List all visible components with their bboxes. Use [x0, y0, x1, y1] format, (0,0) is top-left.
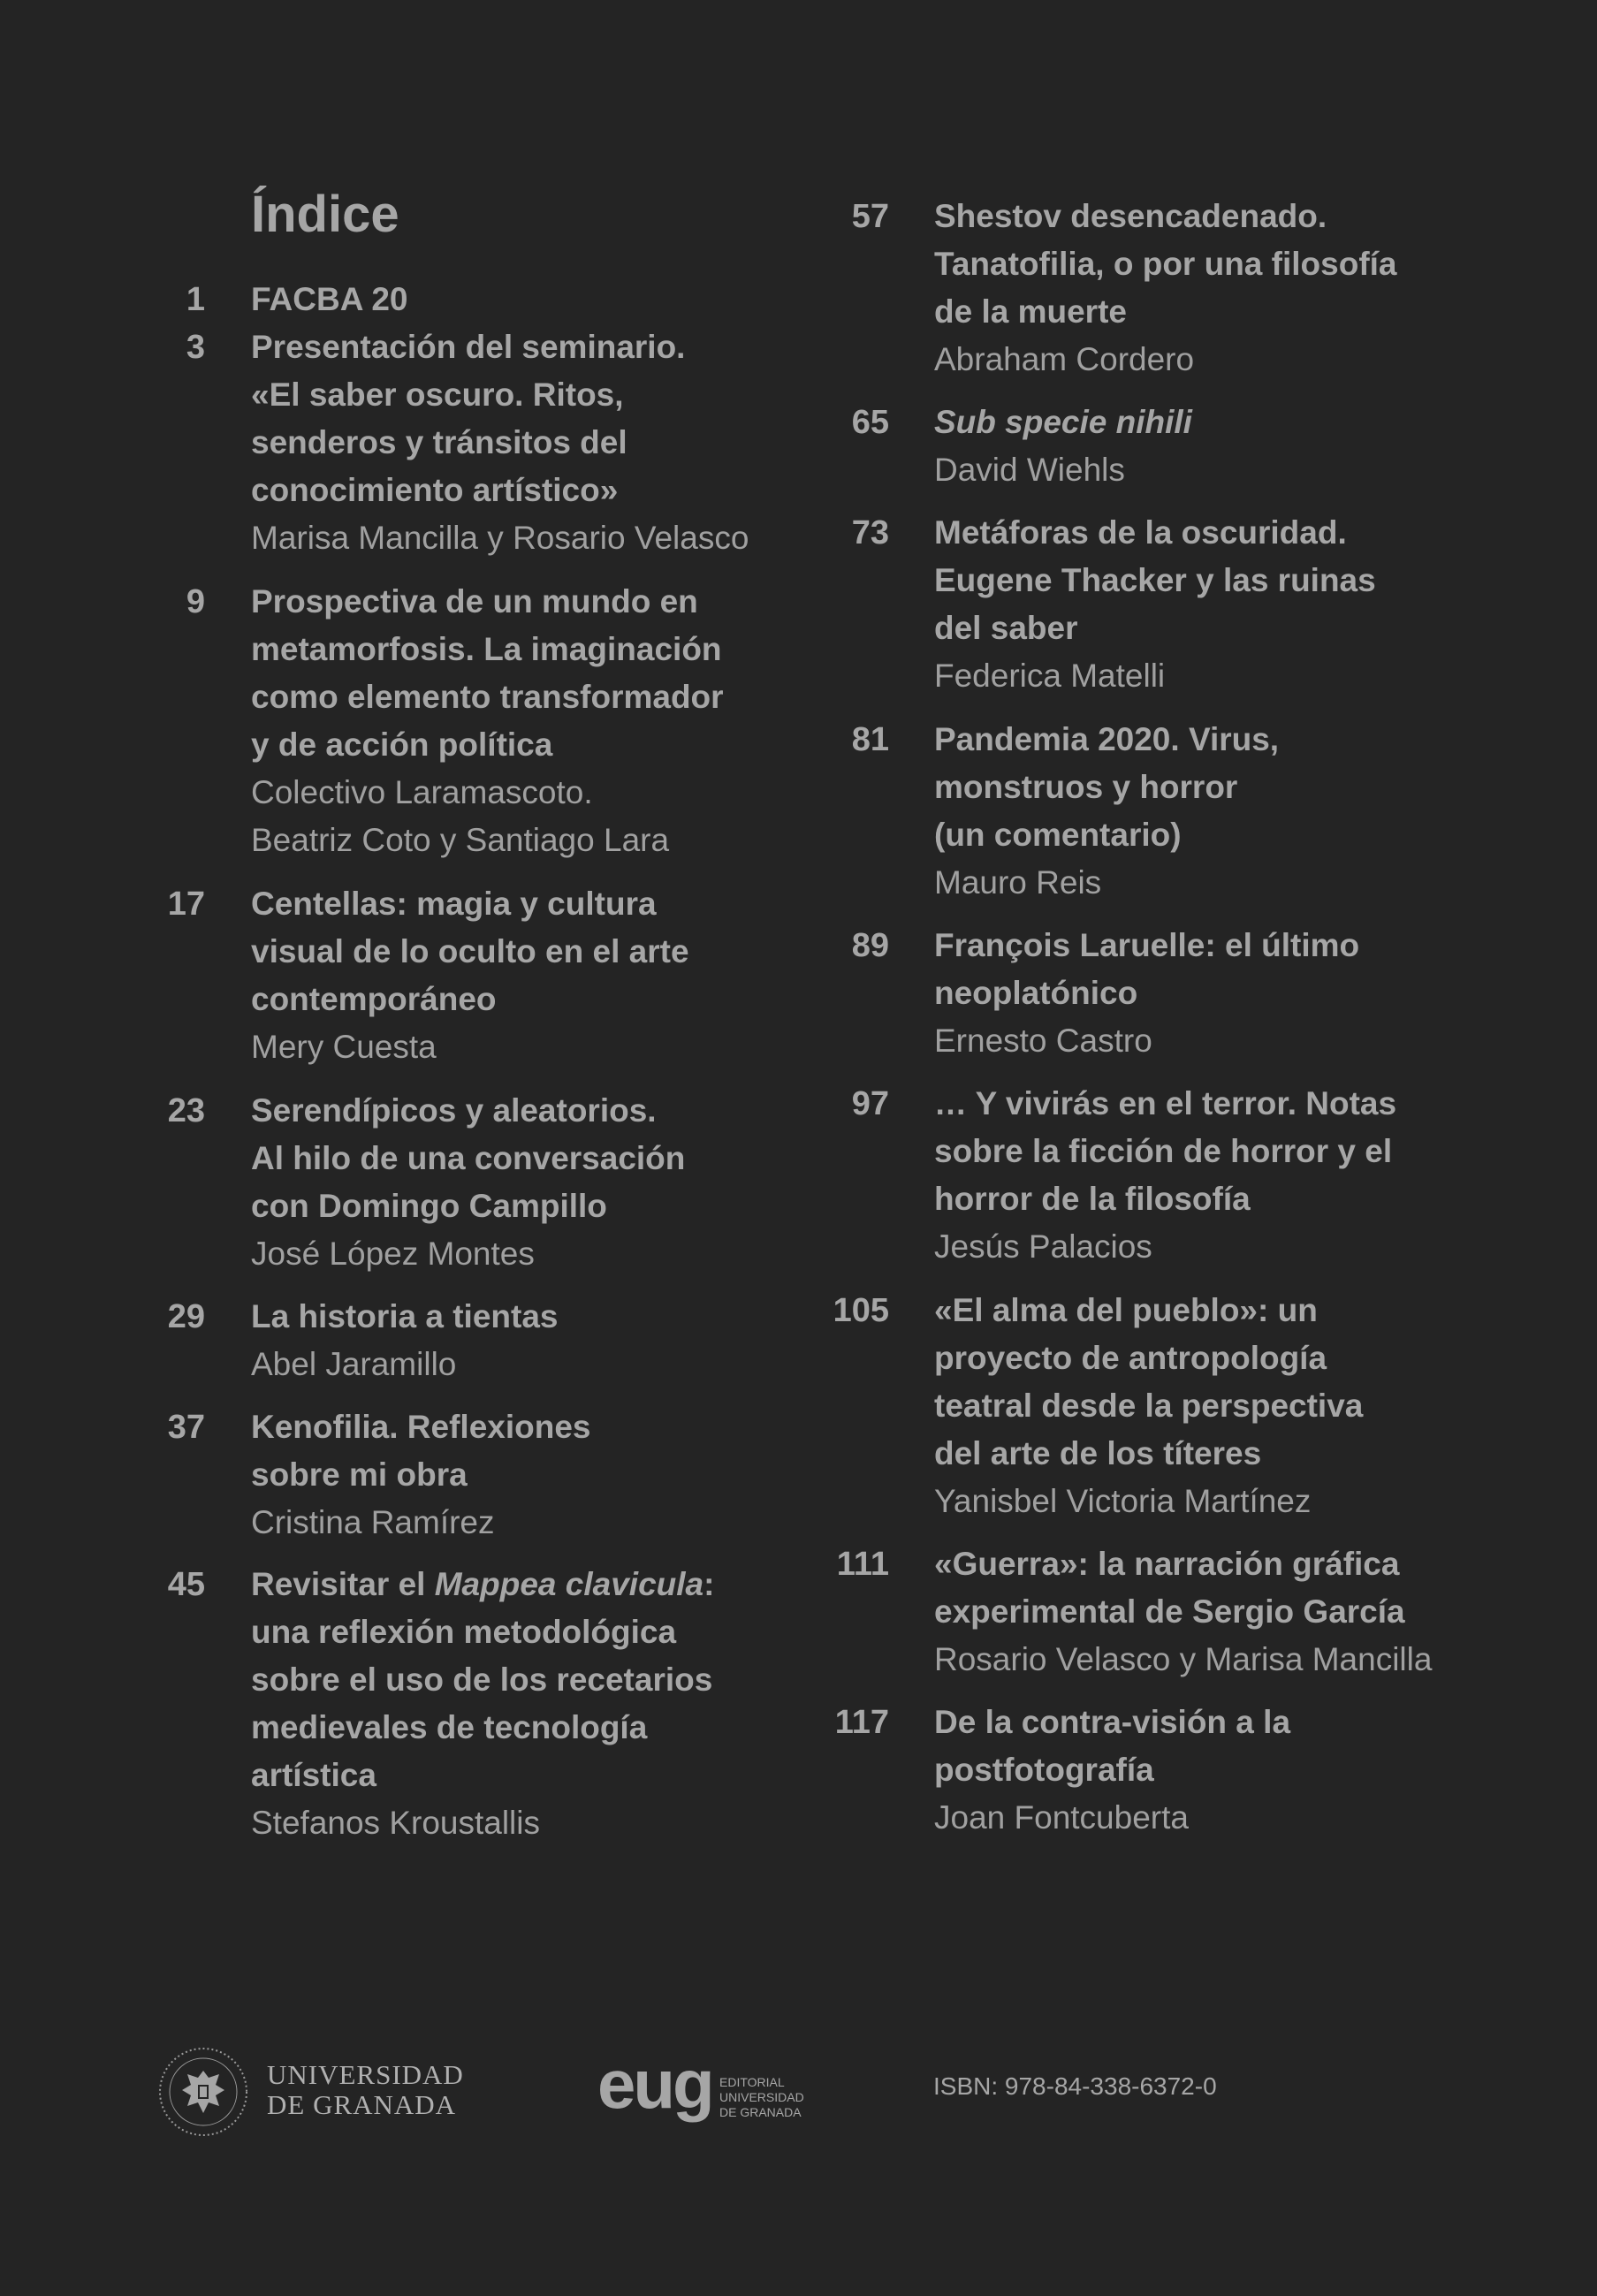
entry-page-number: 105: [833, 1292, 889, 1329]
entry-page-number: 89: [851, 927, 889, 964]
entry-title: [934, 399, 1553, 446]
entry-title: Pandemia 2020. Virus, monstruos y horror (un comentario): [934, 721, 1280, 853]
entry-title: Metáforas de la oscuridad. Eugene Thacker y las ruinas del saber: [934, 514, 1376, 646]
entry-page-number: 9: [186, 583, 205, 620]
entry-author: Ernesto Castro: [934, 1023, 1152, 1059]
university-seal-icon: [157, 2046, 249, 2138]
entry-page-number: 3: [186, 329, 205, 366]
eug-logo: [597, 2053, 818, 2133]
entry-author: Abraham Cordero: [934, 341, 1195, 377]
entry-author: Mery Cuesta: [251, 1029, 437, 1065]
entry-page-number: 23: [167, 1092, 205, 1129]
entry-author: David Wiehls: [934, 452, 1125, 488]
entry-page-number: 29: [167, 1298, 205, 1335]
entry-page-number: 37: [167, 1409, 205, 1446]
entry-title: [251, 1561, 870, 1799]
entry-author: Abel Jaramillo: [251, 1346, 457, 1382]
entry-title-italic: Mappea clavicula: [434, 1566, 704, 1602]
entry-title: Serendípicos y aleatorios. Al hilo de una conversación con Domingo Campillo: [251, 1092, 686, 1224]
entry-page-number: 81: [851, 721, 889, 758]
entry-title-part: Revisitar el: [251, 1566, 435, 1602]
entry-page-number: 45: [167, 1566, 205, 1603]
entry-title-italic: Sub specie nihili: [934, 404, 1192, 440]
entry-title: «El alma del pueblo»: un proyecto de antropología teatral desde la perspectiva del arte de los títeres: [934, 1292, 1364, 1471]
entry-page-number: 73: [851, 514, 889, 551]
entry-title-part: : una reflexión metodológica sobre el uso de los recetarios medievales de tecnología artística: [251, 1566, 715, 1793]
index-title: Índice: [251, 186, 399, 243]
footer: [0, 2037, 1597, 2152]
entry-title: FACBA 20: [251, 281, 408, 317]
entry-author: Cristina Ramírez: [251, 1504, 495, 1540]
entry-title: … Y vivirás en el terror. Notas sobre la ficción de horror y el horror de la filosofía: [934, 1085, 1397, 1217]
university-name-line: UNIVERSIDAD: [267, 2059, 464, 2090]
entry-author: Stefanos Kroustallis: [251, 1805, 541, 1841]
eug-text-line: DE GRANADA: [719, 2105, 802, 2119]
entry-page-number: 117: [834, 1704, 889, 1741]
entry-title: «Guerra»: la narración gráfica experimental de Sergio García: [934, 1546, 1405, 1630]
entry-author: Rosario Velasco y Marisa Mancilla: [934, 1641, 1433, 1677]
eug-mark: eug: [597, 2053, 712, 2123]
eug-text-line: EDITORIAL: [719, 2075, 785, 2089]
entry-page-number: 111: [836, 1546, 889, 1583]
entry-page-number: 57: [851, 198, 889, 235]
entry-author: José López Montes: [251, 1235, 535, 1272]
entry-title: François Laruelle: el último neoplatónico: [934, 927, 1360, 1011]
entry-author: Colectivo Laramascoto. Beatriz Coto y Santiago Lara: [251, 774, 670, 858]
entry-author: Jesús Palacios: [934, 1228, 1152, 1265]
university-name: [267, 2060, 464, 2120]
entry-page-number: 17: [167, 886, 205, 923]
entry-title: La historia a tientas: [251, 1298, 559, 1334]
entry-title: Shestov desencadenado. Tanatofilia, o por una filosofía de la muerte: [934, 198, 1397, 330]
entry-title: De la contra-visión a la postfotografía: [934, 1704, 1291, 1788]
university-name-line: DE GRANADA: [267, 2089, 457, 2120]
entry-author: Federica Matelli: [934, 658, 1166, 694]
entry-author: Yanisbel Victoria Martínez: [934, 1483, 1312, 1519]
entry-page-number: 65: [851, 404, 889, 441]
entry-title: Prospectiva de un mundo en metamorfosis. La imaginación como elemento transformador y de acción política: [251, 583, 724, 763]
eug-text-line: UNIVERSIDAD: [719, 2090, 804, 2104]
entry-author: Mauro Reis: [934, 864, 1102, 901]
entry-title: Centellas: magia y cultura visual de lo oculto en el arte contemporáneo: [251, 886, 689, 1017]
entry-author: Joan Fontcuberta: [934, 1799, 1189, 1836]
entry-page-number: 1: [186, 281, 205, 318]
entry-title: Presentación del seminario. «El saber oscuro. Ritos, senderos y tránsitos del conocimiento artístico»: [251, 329, 686, 508]
entry-title: Kenofilia. Reflexiones sobre mi obra: [251, 1409, 591, 1493]
entry-author: Marisa Mancilla y Rosario Velasco: [251, 520, 749, 556]
isbn-text: ISBN: 978-84-338-6372-0: [933, 2072, 1217, 2100]
entry-page-number: 97: [851, 1085, 889, 1122]
